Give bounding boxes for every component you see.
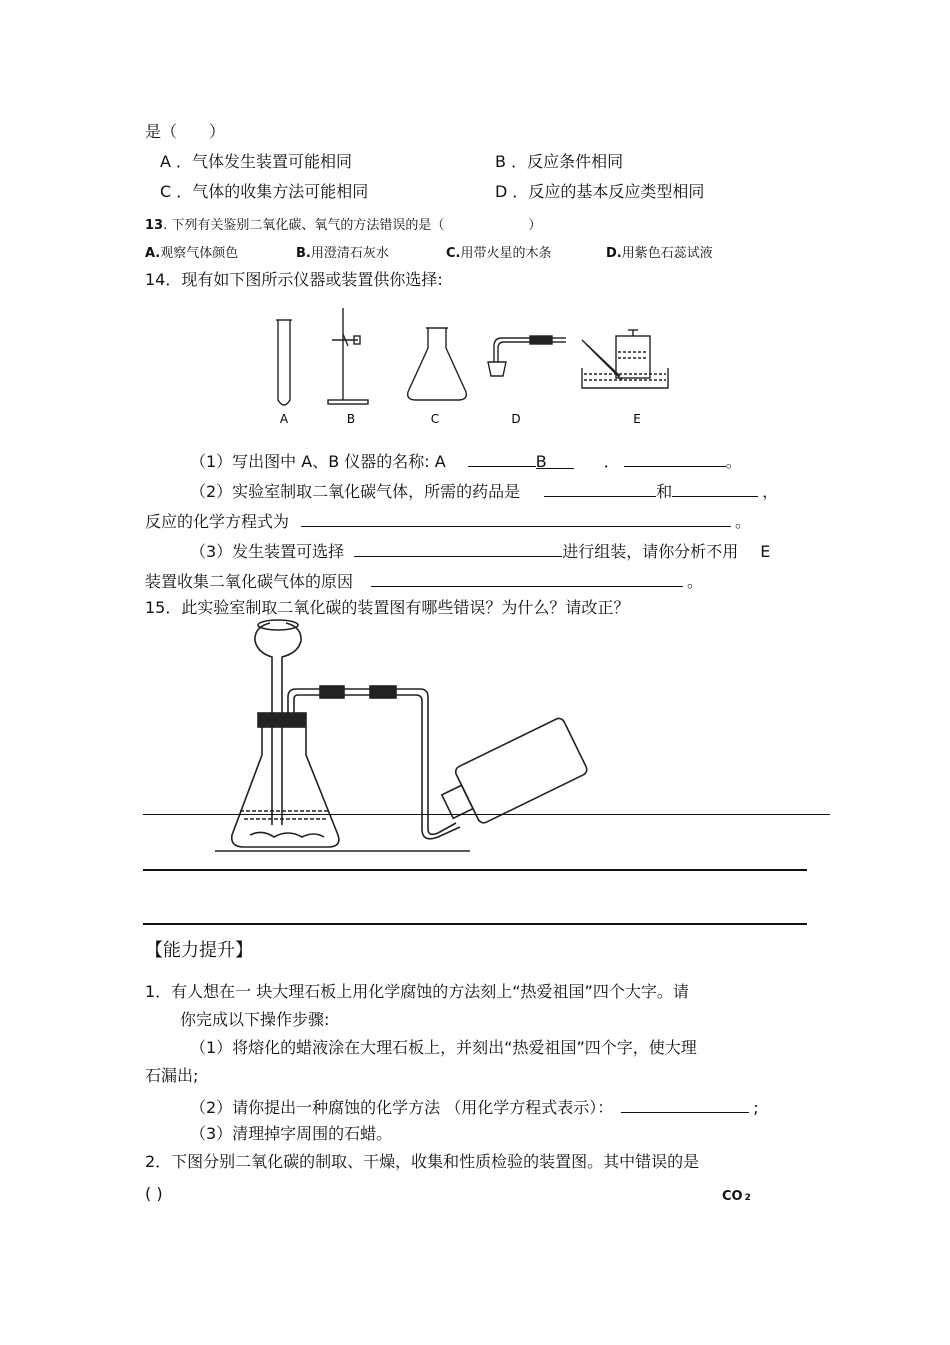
ability-q1-line2: 你完成以下操作步骤: [180,1010,330,1029]
q12-option-d: D ．反应的基本反应类型相同 [495,182,705,201]
ability-q2-stem: 2．下图分别二氧化碳的制取、干燥，收集和性质检验的装置图。其中错误的是 [145,1152,700,1171]
q12-option-c: C ．气体的收集方法可能相同 [160,182,369,201]
ability-q1-step1-cont: 石漏出; [145,1066,199,1085]
q12-option-a: A ．气体发生装置可能相同 [160,152,353,171]
iron-stand-diagram [328,308,368,404]
answer-line-3[interactable] [143,923,807,925]
label-a: A [279,412,289,426]
answer-blank-equation[interactable] [301,510,731,527]
q13-option-d: D.用紫色石蕊试液 [606,246,713,261]
q13-option-a: A.观察气体颜色 [145,246,239,261]
q14-sub1: （1）写出图中 A、B 仪器的名称: A B ． 。 [190,452,742,471]
conical-flask-diagram [408,328,467,400]
water-trough-diagram [582,330,668,388]
q13-number: 13 [145,218,164,233]
answer-blank-corrosion-equation[interactable] [621,1096,749,1113]
q15-apparatus-figure [210,615,590,860]
label-b: B [346,412,356,426]
stopper-with-tube-diagram [488,336,566,376]
ability-q2-paren: ( ) [145,1184,163,1203]
ability-q1-step2: （2）请你提出一种腐蚀的化学方法 （用化学方程式表示）： ; [190,1098,759,1117]
q13-option-b: B.用澄清石灰水 [296,246,389,261]
q13-stem: 13. 下列有关鉴别二氧化碳、氧气的方法错误的是（ ） [145,218,542,233]
label-c: C [430,412,440,426]
ability-header: 【能力提升】 [145,940,253,961]
q14-apparatus-figure [260,300,700,430]
ability-q1-step1: （1）将熔化的蜡液涂在大理石板上，并刻出“热爱祖国”四个字，使大理 [190,1038,697,1057]
q12-option-b: B ．反应条件相同 [495,152,624,171]
ability-q1-step3: （3）清理掉字周围的石蜡。 [190,1124,393,1143]
q13-close: ） [528,218,542,233]
label-d: D [511,412,521,426]
co2-label: CO 2 [722,1189,751,1204]
answer-blank-drug-2[interactable] [672,480,758,497]
answer-line-2[interactable] [143,869,807,871]
answer-blank-reason[interactable] [371,570,683,587]
answer-blank-apparatus[interactable] [354,540,562,557]
ability-q1-line1: 1．有人想在一 块大理石板上用化学腐蚀的方法刻上“热爱祖国”四个大字。请 [145,982,689,1001]
q14-sub2-equation: 反应的化学方程式为 。 [145,512,752,531]
q14-sub2: （2）实验室制取二氧化碳气体，所需的药品是 和 ， [190,482,779,501]
answer-blank-b-label: B [536,452,574,469]
q14-stem: 14．现有如下图所示仪器或装置供你选择: [145,270,443,289]
q15-stem: 15．此实验室制取二氧化碳的装置图有哪些错误？为什么？请改正？ [145,598,630,617]
q13-stem-text: 下列有关鉴别二氧化碳、氧气的方法错误的是（ [171,218,445,233]
label-e: E [633,412,641,426]
q12-stem-tail: 是（ ） [145,122,226,141]
answer-line-1[interactable] [143,814,830,815]
answer-blank-drug-1[interactable] [544,480,656,497]
q14-sub3: （3）发生装置可选择 进行组装，请你分析不用 E [190,542,771,561]
q14-sub3-reason: 装置收集二氧化碳气体的原因 。 [145,572,704,591]
q13-option-c: C.用带火星的木条 [446,246,552,261]
test-tube-diagram [276,320,292,405]
answer-blank-b[interactable] [624,450,726,467]
answer-blank-a[interactable] [468,450,536,467]
